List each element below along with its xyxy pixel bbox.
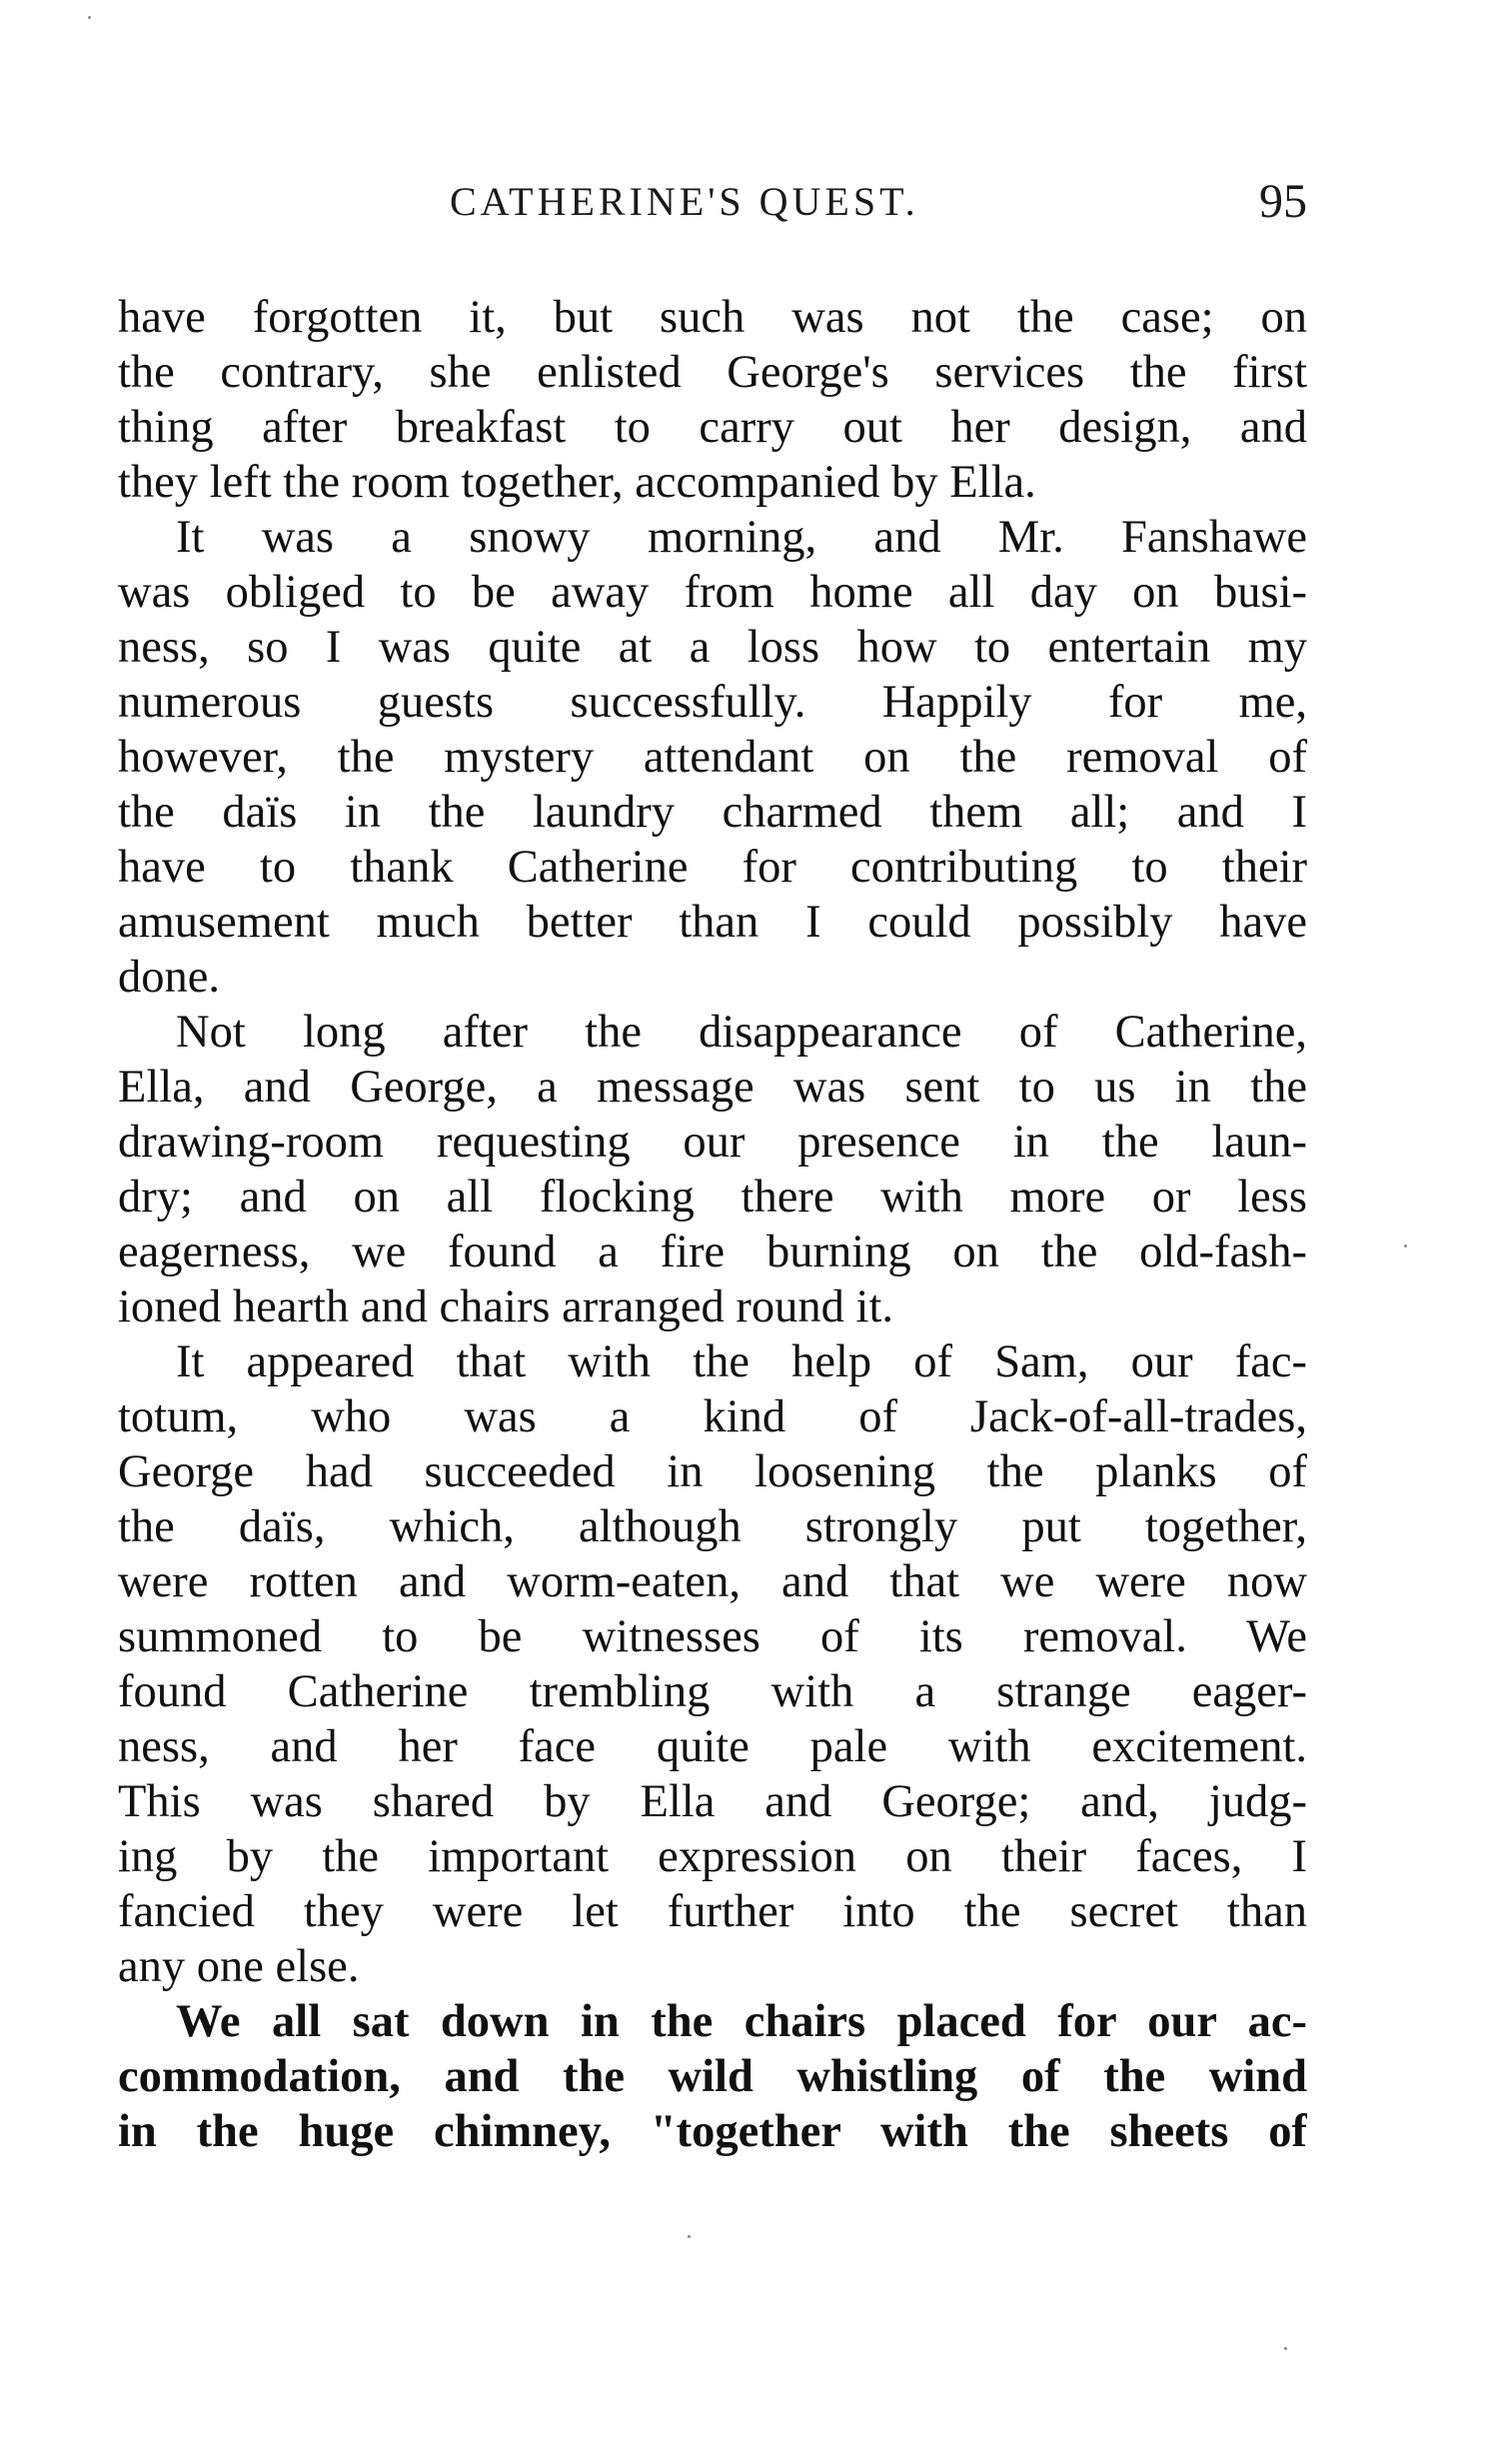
text-line: eagerness, we found a fire burning on the old-fash- — [118, 1227, 1307, 1277]
paper-speck — [1284, 2347, 1287, 2350]
text-line: done. — [118, 952, 221, 1003]
text-line: fancied they were let further into the secret than — [118, 1886, 1307, 1937]
page-number: 95 — [1259, 175, 1307, 228]
text-line: numerous guests successfully. Happily for me, — [118, 677, 1307, 728]
text-line: thing after breakfast to carry out her design, and — [118, 402, 1307, 453]
text-line: the contrary, she enlisted George's services the first — [118, 347, 1307, 398]
text-line: This was shared by Ella and George; and, judg- — [118, 1776, 1307, 1827]
text-line: have forgotten it, but such was not the case; on — [118, 292, 1307, 343]
text-line: however, the mystery attendant on the removal of — [118, 732, 1307, 783]
body-text — [118, 290, 1307, 2159]
text-line: ness, and her face quite pale with excitement. — [118, 1721, 1307, 1772]
text-line: the daïs in the laundry charmed them all; and I — [118, 787, 1307, 838]
running-head — [0, 175, 1512, 238]
text-line: It was a snowy morning, and Mr. Fanshawe — [176, 512, 1307, 563]
text-line: they left the room together, accompanied by Ella. — [118, 457, 1036, 508]
text-line: have to thank Catherine for contributing to their — [118, 842, 1307, 893]
text-line: in the huge chimney, "together with the sheets of — [118, 2106, 1307, 2157]
paper-speck — [688, 2235, 691, 2238]
text-line: Not long after the disappearance of Catherine, — [176, 1007, 1307, 1058]
text-line: We all sat down in the chairs placed for our ac- — [176, 1996, 1307, 2047]
text-line: totum, who was a kind of Jack-of-all-trades, — [118, 1391, 1307, 1442]
text-line: Ella, and George, a message was sent to us in the — [118, 1062, 1307, 1113]
text-line: ing by the important expression on their faces, I — [118, 1831, 1307, 1882]
running-title: CATHERINE'S QUEST. — [450, 179, 919, 224]
text-line: ness, so I was quite at a loss how to entertain my — [118, 622, 1307, 673]
text-line: amusement much better than I could possibly have — [118, 897, 1307, 948]
text-line: was obliged to be away from home all day on busi- — [118, 567, 1307, 618]
text-line: commodation, and the wild whistling of the wind — [118, 2051, 1307, 2102]
text-line: ioned hearth and chairs arranged round it. — [118, 1281, 893, 1332]
text-line: It appeared that with the help of Sam, our fac- — [176, 1336, 1307, 1387]
paper-speck — [1404, 1244, 1407, 1247]
text-line: dry; and on all flocking there with more or less — [118, 1172, 1307, 1223]
text-line: George had succeeded in loosening the planks of — [118, 1446, 1307, 1497]
paper-speck — [88, 16, 91, 19]
text-line: summoned to be witnesses of its removal. We — [118, 1611, 1307, 1662]
text-line: found Catherine trembling with a strange eager- — [118, 1666, 1307, 1717]
text-line: drawing-room requesting our presence in the laun- — [118, 1117, 1307, 1168]
text-line: were rotten and worm-eaten, and that we were now — [118, 1556, 1307, 1607]
text-line: any one else. — [118, 1941, 360, 1992]
text-line: the daïs, which, although strongly put together, — [118, 1501, 1307, 1552]
